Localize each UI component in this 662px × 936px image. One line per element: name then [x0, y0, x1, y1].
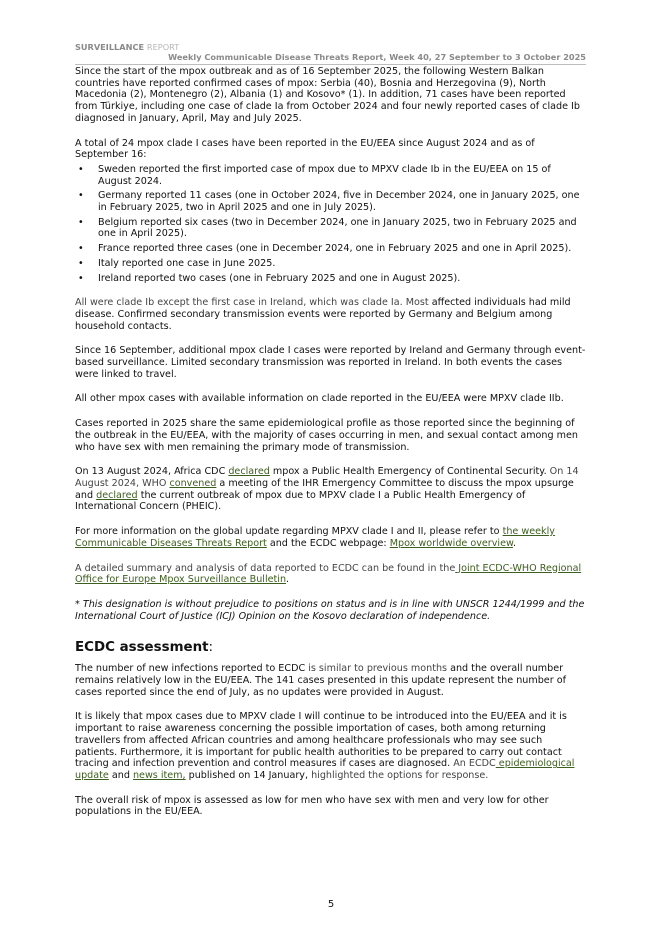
- paragraph-more-information: For more information on the global update regarding MPXV clade I and II, please refer to the weekly Communicable Diseases Threats Report and the ECDC webpage: Mpox worldwide overview.: [75, 526, 555, 549]
- list-item: • Sweden reported the first imported case of mpox due to MPXV clade Ib in the EU/EEA on 15 of August 2024.: [75, 164, 587, 187]
- list-item: • Ireland reported two cases (one in February 2025 and one in August 2025).: [75, 273, 587, 285]
- country-case-list: [75, 164, 587, 284]
- paragraph-new-infections: The number of new infections reported to ECDC is similar to previous months and the overall number remains relatively low in the EU/EEA. The 141 cases presented in this update represent the number of cases reported since the end of July, as no updates were provided in August.: [75, 663, 566, 698]
- link-who-convened[interactable]: convened: [169, 477, 217, 489]
- paragraph-epidemiological-profile: Cases reported in 2025 share the same epidemiological profile as those reported since the beginning of the outbreak in the EU/EEA, with the majority of cases occurring in men, and sexual contact among men who have sex with men remaining the primary mode of transmission.: [75, 418, 578, 453]
- header-label-report: REPORT: [146, 42, 180, 52]
- main-content: [75, 66, 587, 831]
- paragraph-overall-risk: The overall risk of mpox is assessed as low for men who have sex with men and very low for other populations in the EU/EEA.: [75, 794, 549, 818]
- section-heading-ecdc-assessment: ECDC assessment:: [75, 640, 214, 656]
- running-header: [75, 42, 586, 65]
- paragraph-likely-introduction: It is likely that mpox cases due to MPXV clade I will continue to be introduced into the EU/EEA and it is important to raise awareness concerning the possible importation of cases, both among returning travellers from affected African countries and among healthcare professionals who may see such patients. Furthermore, it is important for public health authorities to be prepared to carry out contact tracing and infection prevention and control measures if cases are diagnosed. An ECDC epidemiological update and news item, published on 14 January, highlighted the options for response.: [75, 711, 575, 781]
- link-joint-ecdc-who[interactable]: Joint ECDC-WHO Regional: [455, 562, 582, 574]
- list-item: • France reported three cases (one in December 2024, one in February 2025 and one in April 2025).: [75, 243, 587, 255]
- paragraph-since-16-september: Since 16 September, additional mpox clade I cases were reported by Ireland and Germany through event-based surveillance. Limited secondary transmission was reported in Ireland. In both events the cases were linked to travel.: [75, 345, 586, 380]
- link-africa-cdc-declared[interactable]: declared: [228, 466, 270, 478]
- paragraph-western-balkans: Since the start of the mpox outbreak and as of 16 September 2025, the following Western Balkan countries have reported confirmed cases of mpox: Serbia (40), Bosnia and Herzegovina (9), North Macedonia (2), Montenegro (2), Albania (1) and Kosovo* (1). In addition, 71 cases have been reported from Türkiye, including one case of clade Ia from October 2024 and four newly reported cases of clade Ib diagnosed in January, April, May and July 2025.: [75, 66, 580, 124]
- paragraph-detailed-summary: A detailed summary and analysis of data reported to ECDC can be found in the Joint ECDC-WHO Regional Office for Europe Mpox Surveillance Bulletin.: [75, 562, 582, 586]
- page-number: 5: [327, 899, 335, 910]
- link-weekly-cdtr[interactable]: the weekly Communicable Diseases Threats Report: [75, 526, 555, 549]
- clade-details-part2: affected individuals had mild disease. Confirmed secondary transmission events were reported by Germany and Belgium among household contacts.: [75, 297, 571, 332]
- paragraph-other-cases: All other mpox cases with available information on clade reported in the EU/EEA were MPXV clade IIb.: [75, 393, 564, 405]
- header-title: Weekly Communicable Disease Threats Report, Week 40, 27 September to 3 October 2025: [168, 52, 586, 62]
- paragraph-clade-details: [75, 297, 587, 332]
- list-item: • Germany reported 11 cases (one in October 2024, five in December 2024, one in January 2025, one in February 2025, two in April 2025 and one in July 2025).: [75, 190, 587, 213]
- link-mpox-worldwide-overview[interactable]: Mpox worldwide overview: [389, 537, 513, 549]
- header-label-surveillance: SURVEILLANCE: [75, 42, 145, 52]
- link-surveillance-bulletin[interactable]: Office for Europe Mpox Surveillance Bulletin: [75, 574, 287, 586]
- list-item: • Italy reported one case in June 2025.: [75, 258, 587, 270]
- clade-details-part1: All were clade Ib except the first case in Ireland, which was clade Ia. Most: [75, 297, 429, 309]
- paragraph-emergency-declarations: On 13 August 2024, Africa CDC declared mpox a Public Health Emergency of Continental Security. On 14 August 2024, WHO convened a meeting of the IHR Emergency Committee to discuss the mpox upsurge and declared the current outbreak of mpox due to MPXV clade I a Public Health Emergency of International Concern (PHEIC).: [75, 466, 579, 513]
- list-item: • Belgium reported six cases (two in December 2024, one in January 2025, two in February 2025 and one in April 2025).: [75, 217, 587, 240]
- link-news-item[interactable]: news item,: [132, 769, 186, 781]
- link-epidemiological-update[interactable]: epidemiological update: [75, 758, 575, 781]
- link-who-declared[interactable]: declared: [96, 489, 138, 501]
- paragraph-clade-i-total: A total of 24 mpox clade I cases have been reported in the EU/EEA since August 2024 and as of September 16:: [75, 137, 535, 161]
- kosovo-footnote: * This designation is without prejudice to positions on status and is in line with UNSCR 1244/1999 and the International Court of Justice (ICJ) Opinion on the Kosovo declaration of independence.: [75, 598, 585, 622]
